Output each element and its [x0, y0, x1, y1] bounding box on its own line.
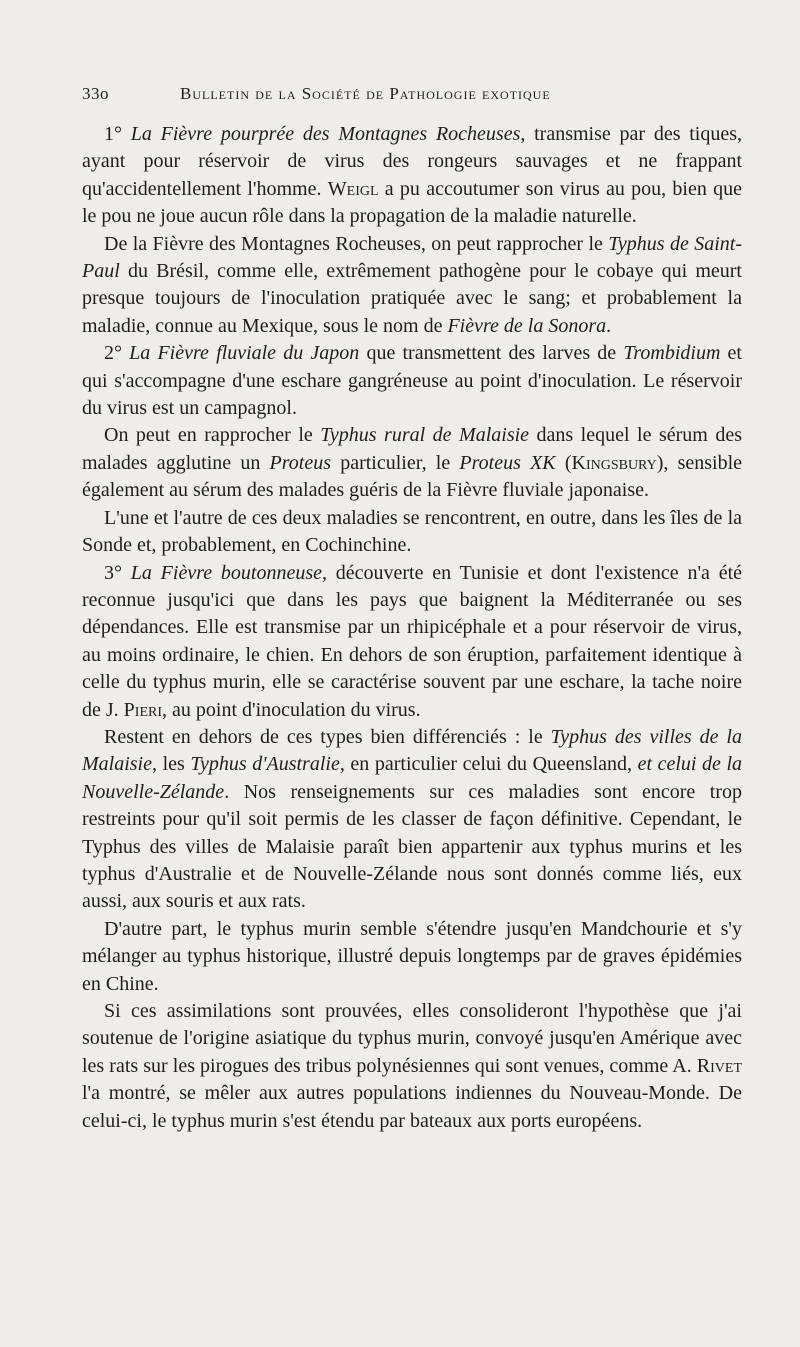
disease-name: Fièvre de la Sonora: [447, 314, 607, 337]
disease-name: Typhus des villes de la Malaisie: [82, 725, 742, 776]
text-run: , au point d'inoculation du virus.: [162, 698, 421, 721]
disease-name: La Fièvre boutonneuse: [130, 561, 322, 584]
body-text: [82, 121, 742, 1135]
paragraph-8: [82, 916, 742, 998]
text-run: , les: [152, 753, 191, 776]
page-number: 33o: [82, 84, 109, 103]
text-run: On peut en rapprocher le: [104, 424, 321, 447]
genus-name: Proteus: [269, 451, 332, 474]
running-title: Bulletin de la Société de Pathologie exotique: [180, 84, 551, 103]
text-run: . Nos renseignements sur ces maladies sont encore trop restreints pour qu'il soit permis de les classer de façon définitive. Cependant, le Typhus des villes de Malaisie paraît bien appartenir aux typhus murins et les typhus d'Australie et de Nouvelle-Zélande nous sont donnés comme liés, eux aussi, aux souris et aux rats.: [82, 780, 742, 913]
text-run: dans lequel le sérum des malades agglutine un: [82, 424, 742, 474]
item-number-3: 3°: [104, 561, 122, 584]
author-name: Kingsbury: [571, 451, 657, 474]
author-name: Weigl: [327, 177, 379, 200]
paragraph-4: [82, 422, 742, 504]
text-run: ), sensible également au sérum des malades guéris de la Fièvre fluviale japonaise.: [82, 451, 743, 502]
text-run: particulier, le: [331, 451, 460, 474]
paragraph-9: [82, 998, 742, 1135]
paragraph-2: [82, 231, 742, 341]
text-run: a pu accoutumer son virus au pou, bien que le pou ne joue aucun rôle dans la propagation de la maladie naturelle.: [82, 177, 742, 228]
text-run: que transmettent des larves de: [359, 342, 624, 365]
text-run: D'autre part, le typhus murin semble s'étendre jusqu'en Mandchourie et s'y mélanger au typhus historique, illustré depuis longtemps par de graves épidémies en Chine.: [82, 917, 742, 995]
author-name: Pieri: [123, 698, 163, 721]
paragraph-7: [82, 724, 742, 916]
genus-name: Trombidium: [623, 342, 721, 365]
text-run: du Brésil, comme elle, extrêmement pathogène pour le cobaye qui meurt presque toujours de l'inoculation pratiquée avec le sang; et probablement la maladie, connue au Mexique, sous le nom de: [82, 260, 742, 337]
item-number-1: 1°: [104, 123, 122, 145]
text-run: Si ces assimilations sont prouvées, elles consolideront l'hypothèse que j'ai soutenue de l'origine asiatique du typhus murin, convoyé jusqu'en Amérique avec les rats sur les pirogues des tribus polynésiennes qui sont venues, comme A.: [82, 1000, 742, 1077]
paragraph-3: [82, 340, 742, 422]
disease-name: et celui de la Nouvelle-Zélande: [82, 753, 743, 803]
text-run: l'a montré, se mêler aux autres populations indiennes du Nouveau-Monde. De celui-ci, le typhus murin s'est étendu par bateaux aux ports européens.: [82, 1082, 742, 1132]
text-run: (: [555, 451, 572, 474]
author-name: Rivet: [696, 1054, 742, 1077]
text-run: L'une et l'autre de ces deux maladies se rencontrent, en outre, dans les îles de la Sonde et, probablement, en Cochinchine.: [82, 506, 742, 557]
disease-name: La Fièvre fluviale du Japon: [129, 342, 360, 365]
item-number-2: 2°: [104, 342, 122, 365]
paragraph-6: [82, 560, 742, 724]
text-run: De la Fièvre des Montagnes Rocheuses, on peut rapprocher le: [104, 232, 609, 255]
disease-name: Typhus d'Australie: [190, 753, 340, 776]
disease-name: La Fièvre pourprée des Montagnes Rocheuses: [130, 123, 521, 145]
text-run: Restent en dehors de ces types bien différenciés : le: [104, 725, 551, 748]
text-run: , découverte en Tunisie et dont l'existence n'a été reconnue jusqu'ici que dans les pays que baignent la Méditerranée ou ses dépendances. Elle est transmise par un rhipicéphale et a pour réservoir de virus, au moins ordinaire, le chien. En dehors de son éruption, parfaitement identique à celle du typhus murin, elle se caractérise souvent par une eschare, la tache noire de J.: [82, 561, 743, 721]
text-run: , transmise par des tiques, ayant pour réservoir de virus des rongeurs sauvages et ne frappant qu'accidentellement l'homme.: [82, 123, 743, 200]
strain-name: Proteus XK: [459, 451, 556, 474]
disease-name: Typhus rural de Malaisie: [320, 424, 530, 447]
text-run: .: [606, 314, 612, 337]
paragraph-5: [82, 505, 742, 560]
paragraph-1: [82, 121, 742, 231]
disease-name: Typhus de Saint-Paul: [82, 232, 743, 283]
text-run: , en particulier celui du Queensland,: [339, 753, 638, 776]
text-run: et qui s'accompagne d'une eschare gangréneuse au point d'inoculation. Le réservoir du virus est un campagnol.: [82, 342, 742, 420]
